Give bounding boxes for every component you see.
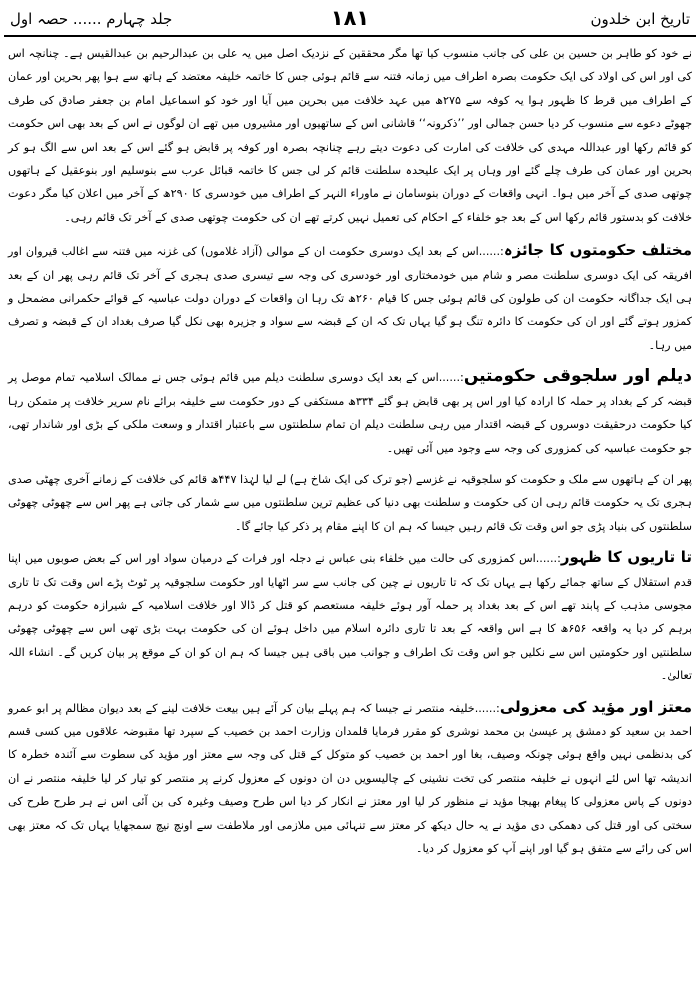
section-heading: معتز اور مؤید کی معزولی	[499, 697, 692, 716]
page-content	[8, 42, 692, 987]
paragraph-body: :......خلیفہ منتصر نے جیسا کہ ہم پہلے بیان کر آئے ہیں بیعت خلافت لینے کے بعد دیوان مظالم پر ابو عمرو احمد بن سعید کو دمشق پر عیسیٰ بن محمد نوشری کو مقرر فرمایا قلمدان وزارت احمد بن خصیب کے سپرد تھا مقبوضہ علاقوں میں کسی قسم کی بدنظمی نہیں واقع ہوئی چونکہ وصیف، بغا اور احمد بن خصیب کو متوکل کے قتل کی وجہ سے معتز اور مؤید کی سطوت سے آئندہ خطرہ کا اندیشہ تھا اس لئے انہوں نے خلیفہ منتصر کی تخت نشینی کے چالیسویں دن ان دونوں کے معزول کرنے پر منتصر کو تیار کر لیا خلیفہ منتصر نے ان دونوں کے پاس معزولی کا پیغام بھیجا مؤید نے منظور کر لیا اور معتز نے انکار کر دیا اس طرح وصیف وغیرہ کی بن آئی اس نے ہر طرح طرح کی سختی کی اور قتل کی دھمکی دی مؤید نے یہ حال دیکھ کر معتز سے تنہائی میں ملازمی اور ملاطفت سے اونچ نیچ سمجھایا یہاں تک کہ معتز بھی اس کی رائے سے متفق ہو گیا اور اپنے آپ کو معزول کر دیا۔	[8, 701, 692, 855]
paragraph-body: :......اس کے بعد ایک دوسری سلطنت دیلم میں قائم ہوئی جس نے ممالک اسلامیہ تمام موصل پر قبضہ کر کے بغداد پر حملہ کا ارادہ کیا اور اس پر بھی قابض ہو گئے ۳۳۴ھ مستکفی کے دور حکومت سے خلیفہ برائے نام سریر خلافت پر متمکن رہا کیا حکومت درحقیقت دوسروں کے قبضہ اقتدار میں رہی سلطنت دیلم ان تمام سلطنتوں سے باعتبار اقتدار و وسعت ملکی کے بڑی اور شاندار تھی، جو حکومت عباسیہ کی کمزوری کی وجہ سے وجود میں آئی تھیں۔	[8, 371, 692, 455]
page-header	[4, 5, 696, 37]
paragraph-dailam-seljuk	[8, 365, 692, 460]
volume-label: جلد چہارم ...... حصہ اول	[10, 10, 173, 28]
paragraph-tatars	[8, 546, 692, 687]
book-title: تاریخ ابن خلدون	[590, 10, 690, 28]
paragraph-body: نے خود کو طاہر بن حسین بن علی کی جانب منسوب کیا تھا مگر محققین کے نزدیک اصل میں یہ علی بن عبدالرحیم بن عبدالقیس ہے۔ چنانچہ اس کی اور اس کی اولاد کی ایک حکومت بصرہ اطراف میں زمانہ فتنہ سے قائم ہوئی جس کا خاتمہ خلیفہ معتضد کے ہاتھ سے ہوا پھر بحرین اور عمان کے اطراف میں قرط کا ظہور ہوا یہ کوفہ سے ۲۷۵ھ میں عہد خلافت میں بحرین میں آیا اور خود کو اسماعیل امام بن جعفر صادق کی طرف جھوٹے دعوے سے منسوب کر دیا حسن جمالی اور ’’ذکرونہ‘‘ قاشانی اس کے ساتھیوں اور مشیروں میں تھے ان لوگوں نے اس کے بعد بھی اس حکومت کو قائم رکھا اور عبداللہ مہدی کی خلافت کی امارت کی دعوت دیتے رہے چنانچہ بصرہ اور کوفہ پر قابض ہو گئے اس کے بعد اس سے الگ ہو کر بحرین اور عمان کی طرف چلے گئے اور وہاں پر ایک علیحدہ سلطنت قائم کر لی جس کا خاتمہ قبائل عرب سے بنوسلیم اور بنوعقیل کے ہاتھوں چوتھی صدی کے آخر میں ہوا۔ انہی واقعات کے دوران بنوسامان نے ماوراء النہر کے اطراف میں خودسری کا ۲۹۰ھ کے آخر میں اعلان کیا مگر دعوت خلافت کو بدستور قائم رکھا اس کے بعد جو خلفاء کے احکام کی تعمیل نہیں کرتے تھے ان کی حکومت چوتھی صدی کے آخر تک قائم رہی۔	[8, 47, 692, 224]
paragraph-continuation	[8, 42, 692, 229]
paragraph-body: پھر ان کے ہاتھوں سے ملک و حکومت کو سلجوقیہ نے غزسے (جو ترک کی ایک شاخ ہے) لے لیا لہٰذا ۴۴۷ھ قائم کی خلافت کے زمانے آخری چھٹی صدی ہجری تک یہ حکومت قائم رہی ان کی حکومت و سلطنت بھی دنیا کی عظیم ترین سلطنتوں میں سے شمار کی جاتی ہے پھر اس سے چھوٹی چھوٹی سلطنتوں کی بنیاد پڑی جو اس وقت تک قائم رہیں جیسا کہ ہم ان کا اپنے مقام پر ذکر کیا جائے گا۔	[8, 472, 692, 533]
section-heading: تا تاریوں کا ظہور	[560, 548, 693, 567]
paragraph-governments-review	[8, 239, 692, 357]
page-number: ۱۸۱	[330, 6, 370, 30]
paragraph-seljuk-rule	[8, 468, 692, 538]
paragraph-dismissal	[8, 696, 692, 861]
paragraph-body: :......اس کے بعد ایک دوسری حکومت ان کے موالی (آزاد غلاموں) کی غزنہ میں فتنہ سے اغالب قیروان اور افریقہ کی ایک دوسری سلطنت مصر و شام میں خودمختاری اور خودسری کی وجہ سے تیسری صدی ہجری کے آخر تک قائم رہی پھر ان کے بعد ہی ایک جداگانہ حکومت ان کی طولون کی قائم ہوئی جس کا قیام ۲۶۰ھ تک رہا ان واقعات کے دوران دولت عباسیہ کے قوائے حکمرانی مضمحل و کمزور ہوتے گئے اور ان کی حکومت کا دائرہ تنگ ہو گیا یہاں تک کہ ان کے قبضہ سے سواد و جزیرہ بھی نکل گیا صرف بغداد ان کے قبضہ و تصرف میں رہا۔	[8, 245, 692, 352]
section-heading: دیلم اور سلجوقی حکومتیں	[463, 366, 692, 387]
section-heading: مختلف حکومتوں کا جائزہ	[503, 241, 692, 260]
paragraph-body: :......اس کمزوری کی حالت میں خلفاء بنی عباس نے دجلہ اور فرات کے درمیان سواد اور اس کے بعض صوبوں میں اپنا قدم استقلال کے ساتھ جمائے رکھا ہے یہاں تک کہ تا تاریوں نے چین کی جانب سے سر اٹھایا اور حکومت سلجوقیہ پر ٹوٹ پڑے اس وقت تک تا تاری مجوسی مذہب کے پابند تھے اس کے بعد بغداد پر حملہ آور ہوئے خلیفہ مستعصم کو قتل کر ڈالا اور خلافت اسلامیہ کے شیرازہ حکومت کو درہم برہم کر دیا یہ واقعہ ۶۵۶ھ کا ہے اس واقعہ کے بعد تا تاری دائرہ اسلام میں داخل ہوئے ان کی حکومت بہت بڑی تھی اس سے چھوٹی چھوٹی سلطنتیں اور حکومتیں اس سے نکلیں جو اس وقت تک اطراف و جوانب میں باقی ہیں جیسا کہ ہم ان کو ان کے موقع پر بیان کریں گے۔ انشاء اللہ تعالیٰ۔	[8, 552, 692, 683]
